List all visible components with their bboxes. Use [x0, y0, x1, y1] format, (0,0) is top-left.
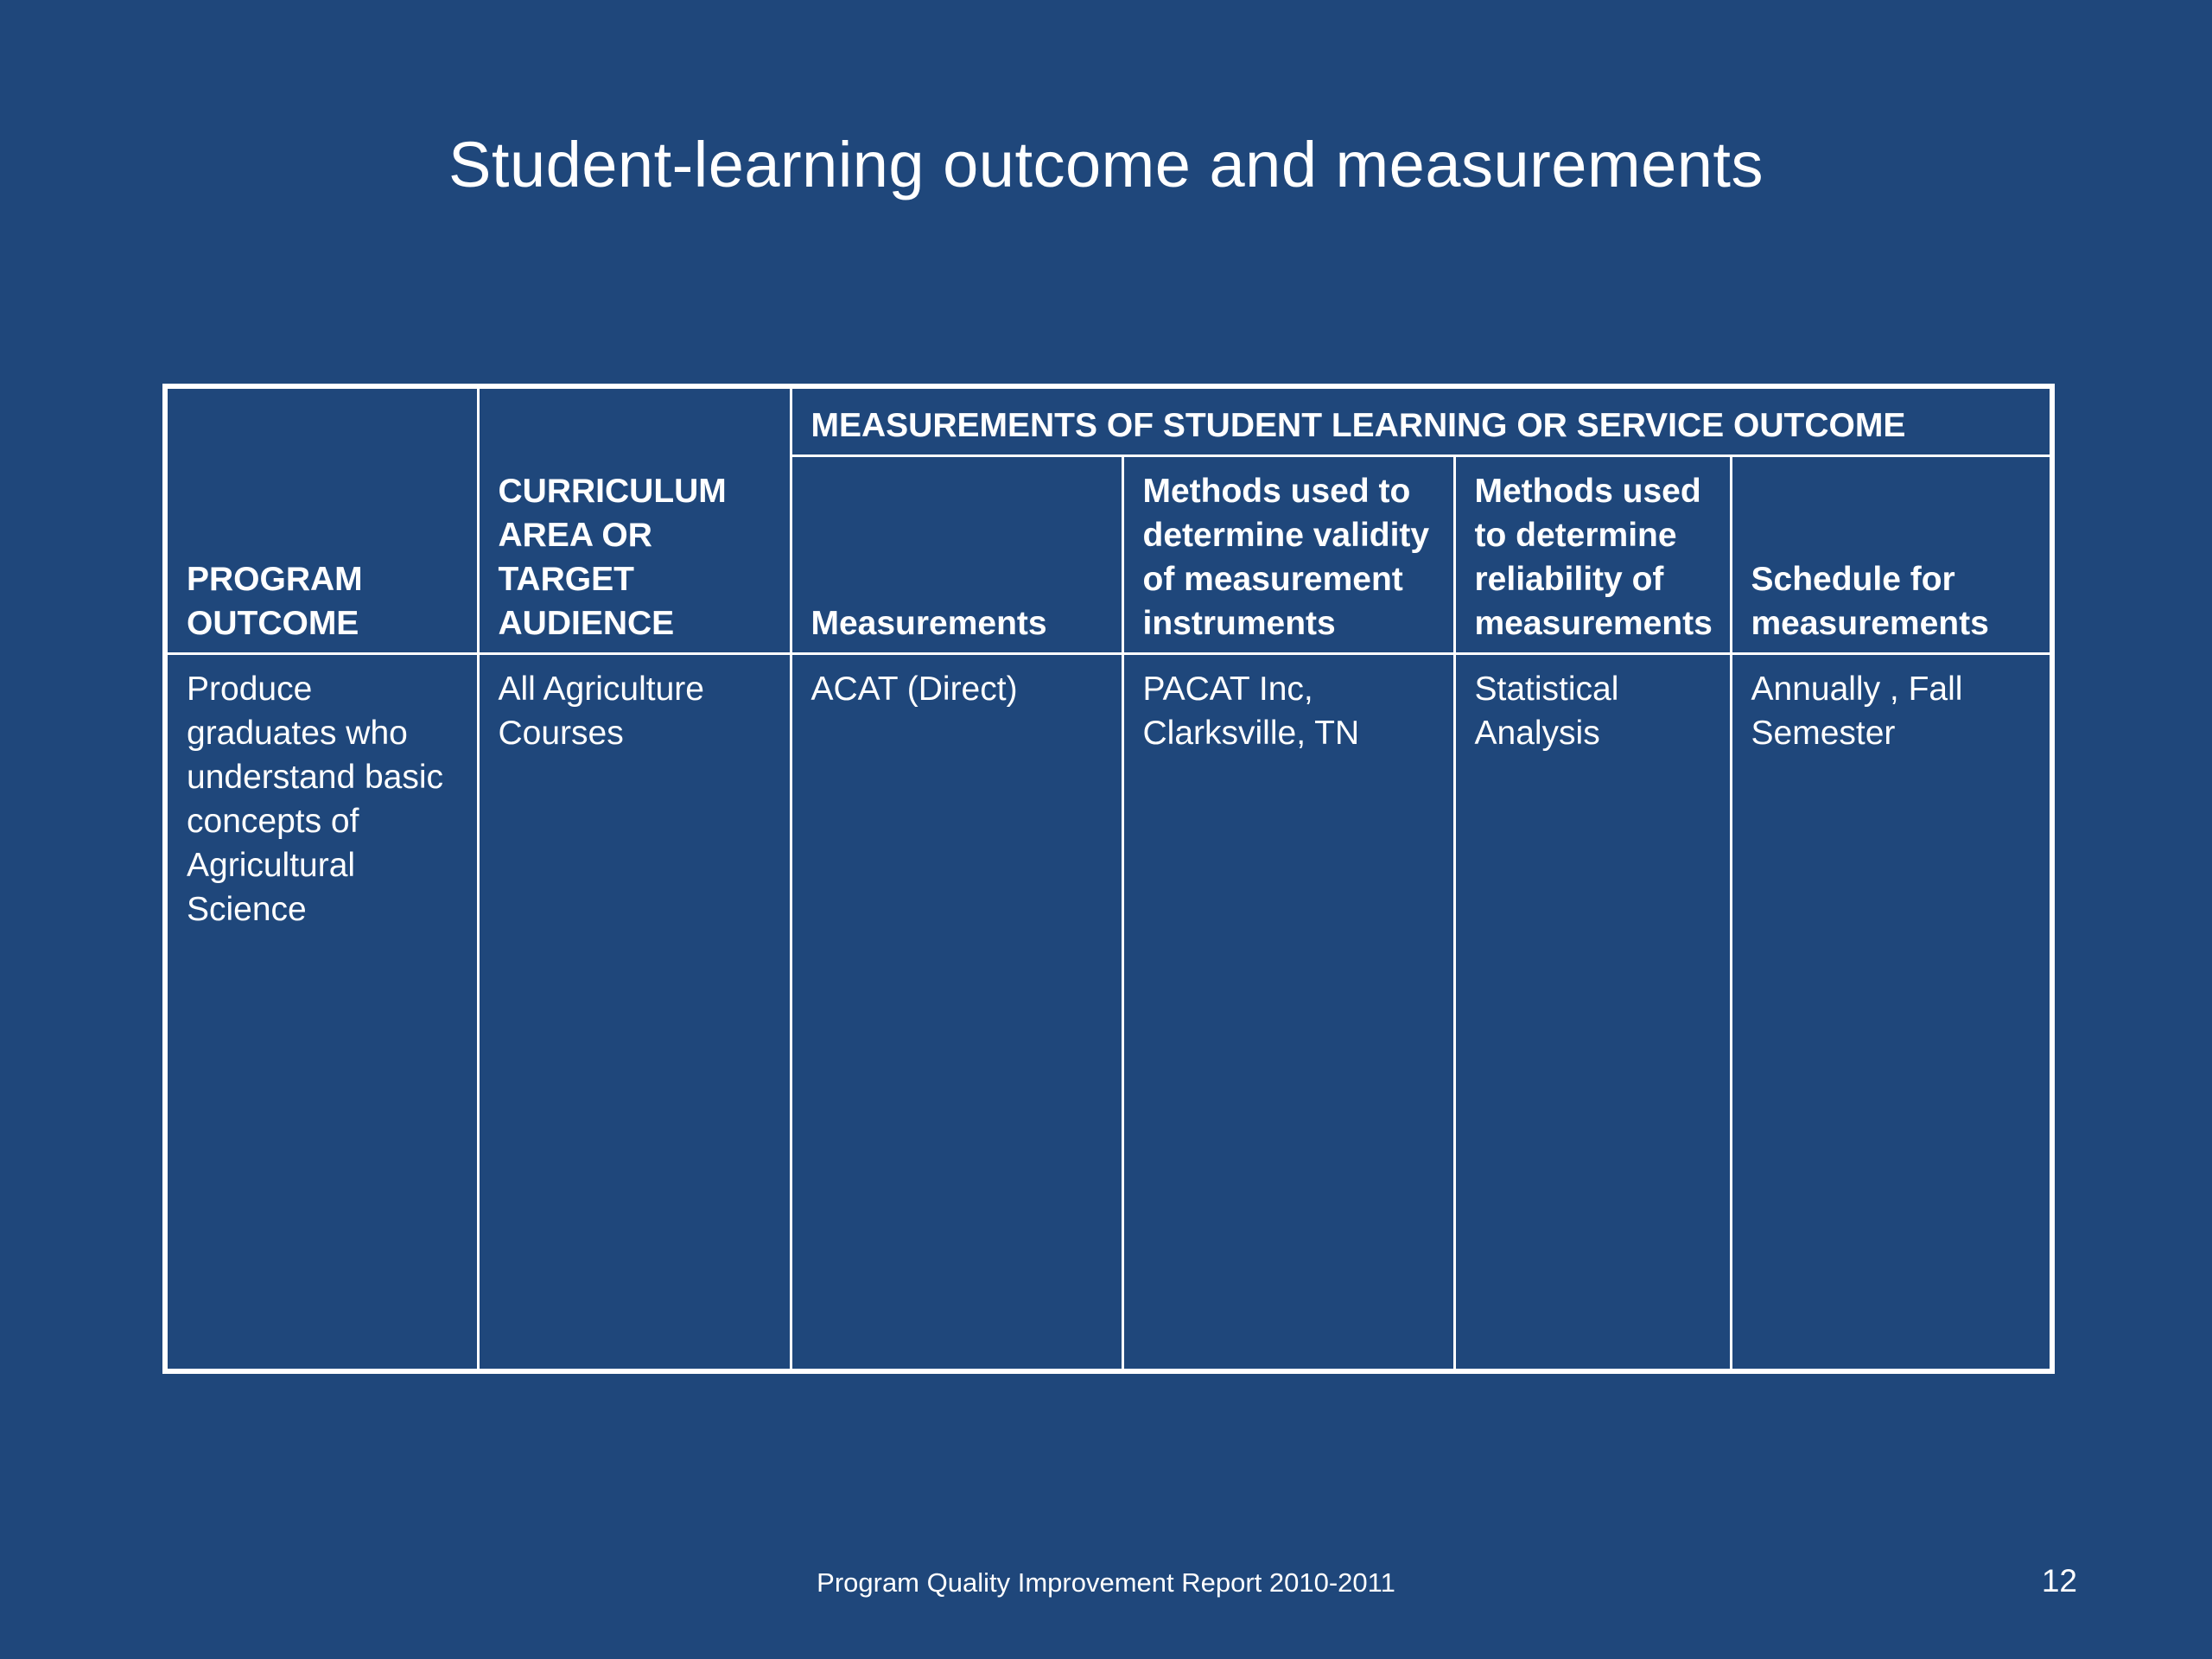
cell-measurements: ACAT (Direct)	[791, 654, 1122, 1372]
cell-validity-methods: PACAT Inc, Clarksville, TN	[1122, 654, 1454, 1372]
cell-curriculum-area: All Agriculture Courses	[478, 654, 791, 1372]
cell-reliability-methods: Statistical Analysis	[1454, 654, 1731, 1372]
header-measurements-group: MEASUREMENTS OF STUDENT LEARNING OR SERVICE OUTCOME	[791, 386, 2052, 456]
header-curriculum-area: CURRICULUM AREA OR TARGET AUDIENCE	[478, 386, 791, 654]
outcome-measurement-table	[162, 384, 2055, 1374]
header-reliability-methods: Methods used to determine reliability of measurements	[1454, 456, 1731, 654]
table-row	[165, 654, 2052, 1372]
header-schedule: Schedule for measurements	[1731, 456, 2052, 654]
header-validity-methods: Methods used to determine validity of measurement instruments	[1122, 456, 1454, 654]
header-measurements: Measurements	[791, 456, 1122, 654]
slide-title: Student-learning outcome and measurements	[448, 129, 1764, 200]
header-program-outcome: PROGRAM OUTCOME	[165, 386, 478, 654]
page-number: 12	[2041, 1563, 2077, 1599]
cell-schedule: Annually , Fall Semester	[1731, 654, 2052, 1372]
footer-text: Program Quality Improvement Report 2010-2011	[817, 1567, 1395, 1598]
cell-program-outcome: Produce graduates who understand basic concepts of Agricultural Science	[165, 654, 478, 1372]
